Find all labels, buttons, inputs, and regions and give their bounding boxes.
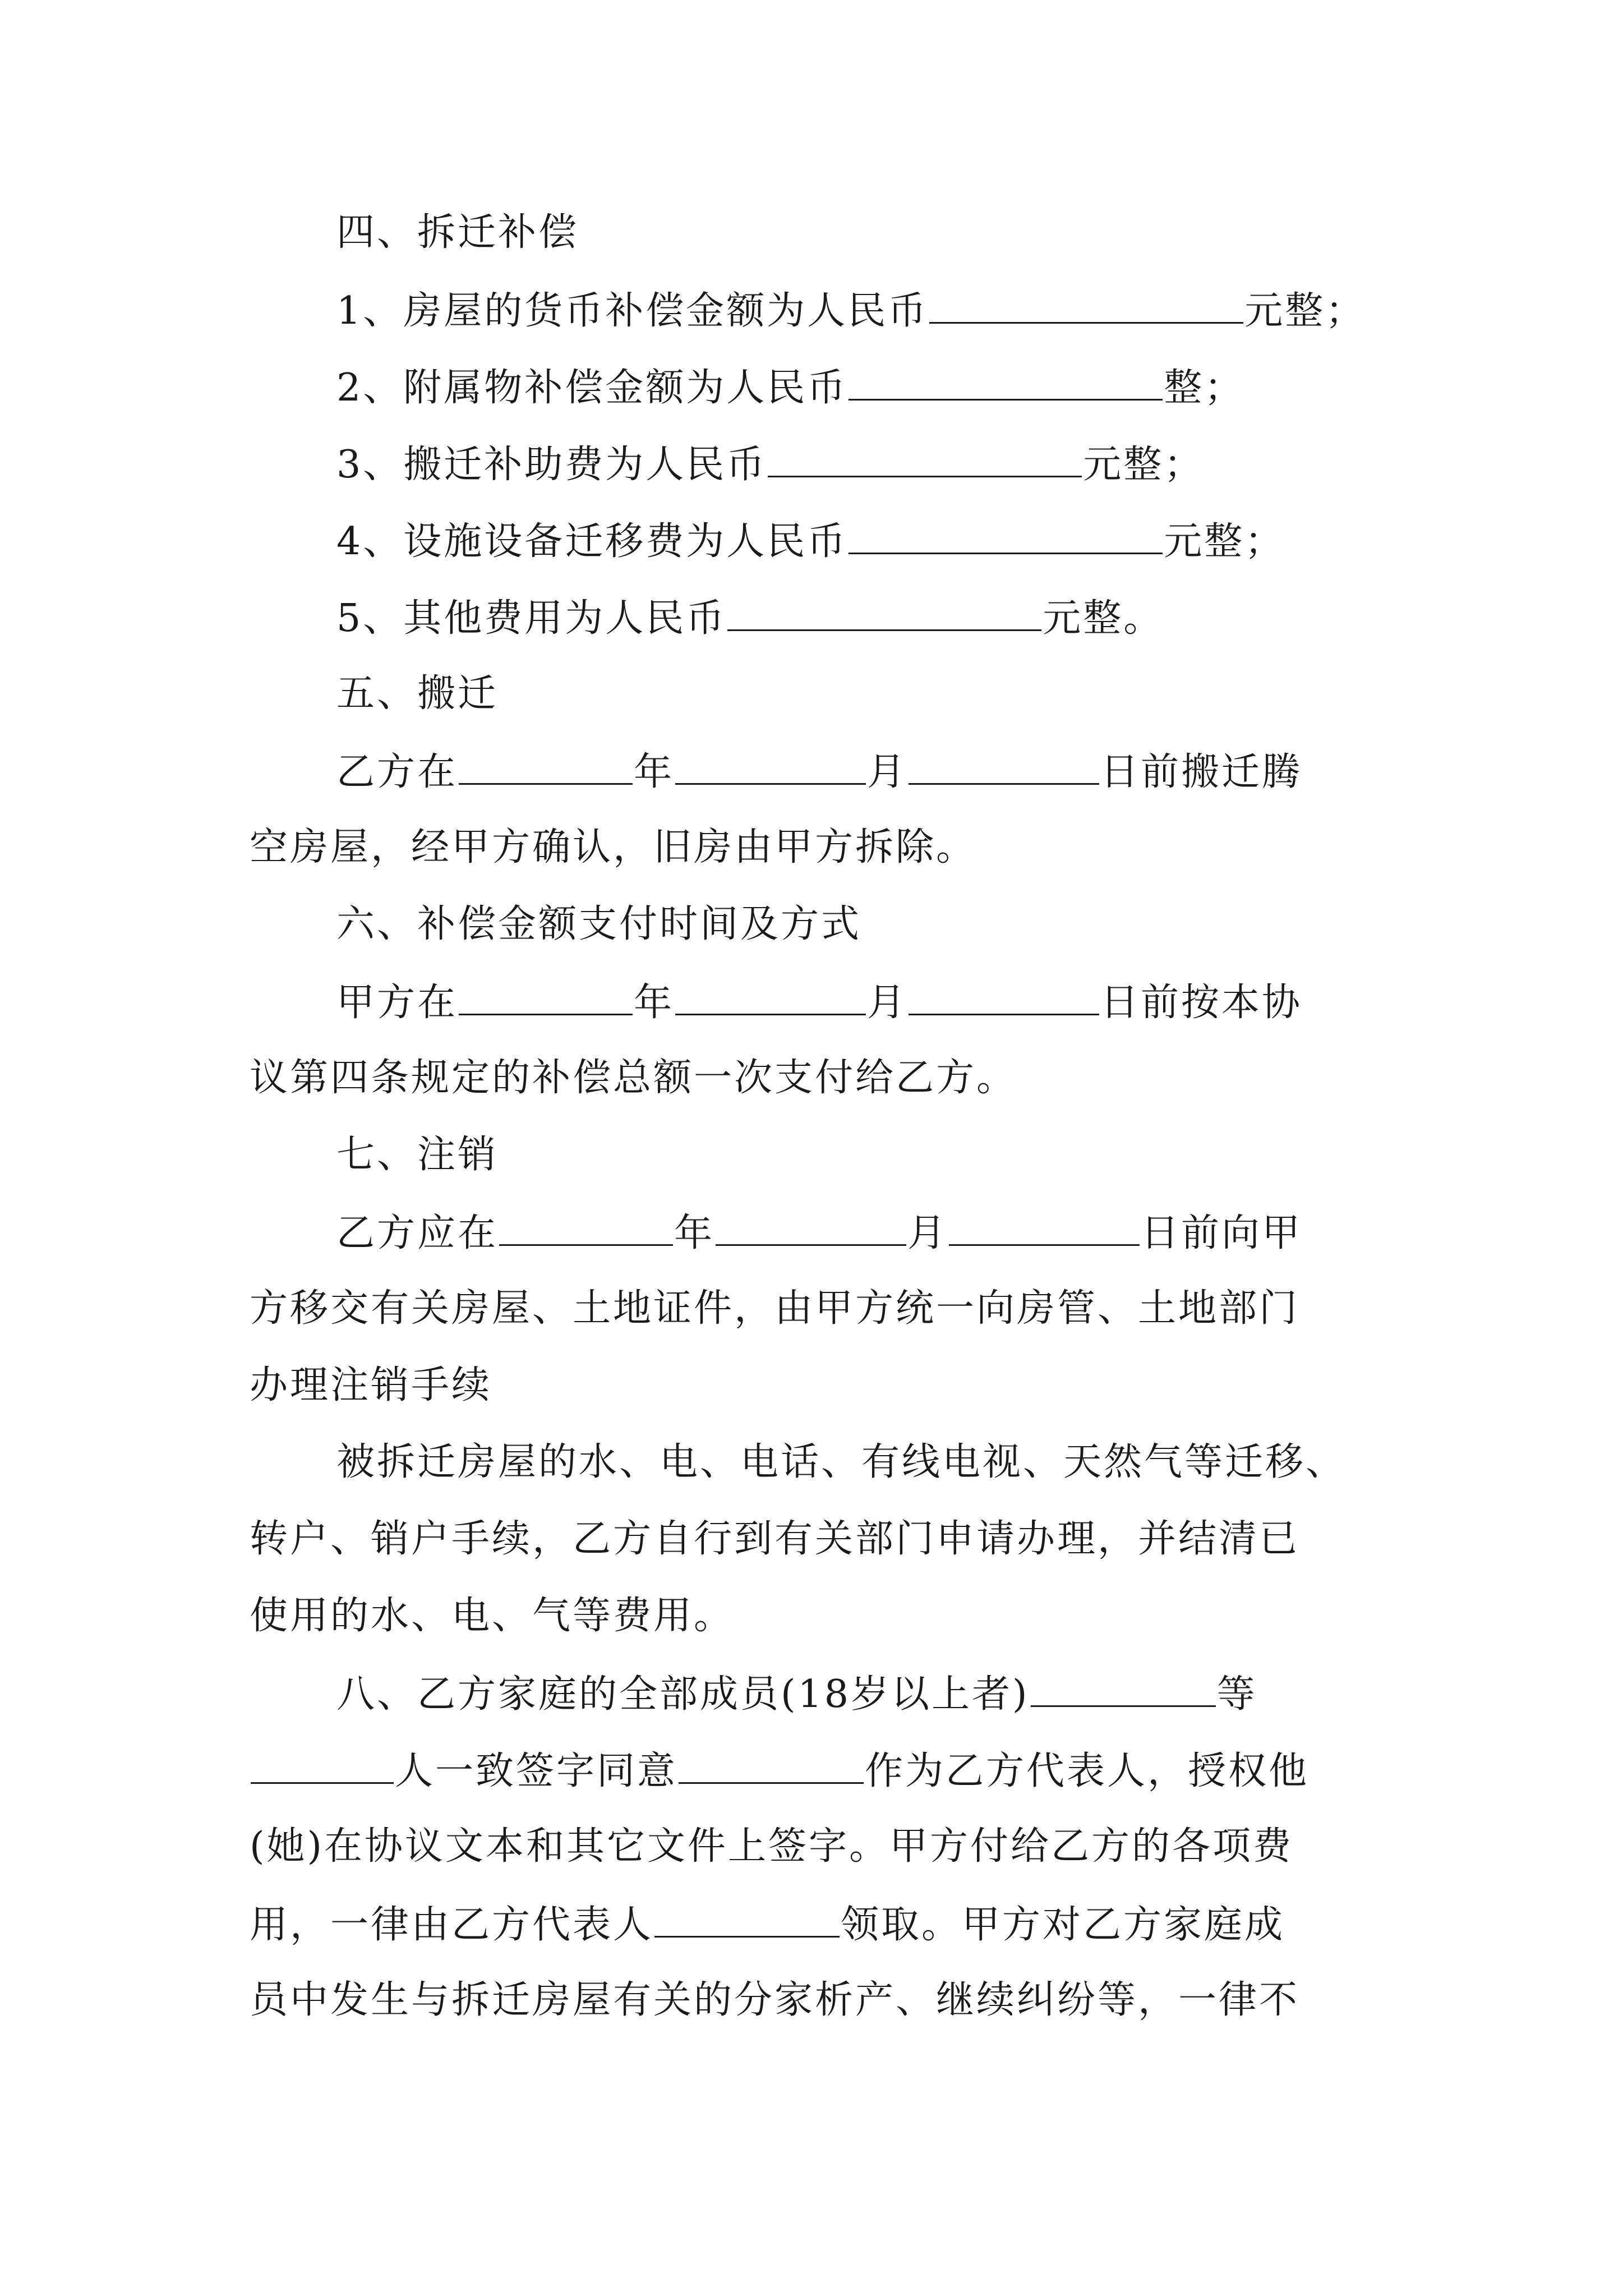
text-segment: 人一致签字同意	[395, 1749, 678, 1793]
item-1-suffix: 元整；	[1244, 289, 1366, 333]
section-6-line-1	[336, 979, 1302, 1025]
text-segment: 甲方在	[336, 981, 458, 1025]
year-label: 年	[634, 750, 675, 794]
year-blank	[499, 1209, 673, 1246]
section-4-heading	[336, 210, 579, 255]
section-8-line-3	[250, 1824, 1293, 1869]
item-4-suffix: 元整；	[1164, 519, 1285, 564]
text-segment: 等	[1216, 1672, 1257, 1717]
section-4-item-4	[336, 518, 1285, 564]
item-3-suffix: 元整；	[1083, 443, 1205, 487]
text-segment: 八、乙方家庭的全部成员(18岁以上者)	[336, 1672, 1030, 1717]
section-4-item-5	[336, 595, 1164, 641]
section-5-line-1	[336, 748, 1302, 795]
text-segment: 乙方应在	[336, 1211, 499, 1255]
section-8-line-5	[250, 1978, 1299, 2023]
section-5-line-2	[250, 825, 976, 870]
members-blank	[1031, 1671, 1216, 1707]
month-label: 月	[907, 1211, 948, 1255]
section-5-heading	[336, 671, 498, 716]
section-8-line-2	[250, 1747, 1309, 1794]
paragraph-text: 议第四条规定的补偿总额一次支付给乙方。	[250, 1056, 1017, 1100]
item-5-label: 5、其他费用为人民币	[336, 596, 727, 641]
section-4-item-2	[336, 364, 1244, 411]
item-1-label: 1、房屋的货币补偿金额为人民币	[336, 289, 929, 333]
section-6-line-2	[250, 1056, 1017, 1101]
text-segment: 日前搬迁腾	[1100, 750, 1303, 794]
item-4-label: 4、设施设备迁移费为人民币	[336, 519, 848, 564]
paragraph-text: 使用的水、电、气等费用。	[250, 1594, 735, 1638]
section-8-line-1	[336, 1671, 1257, 1717]
text-segment: 日前向甲	[1141, 1211, 1303, 1255]
paragraph-text: 员中发生与拆迁房屋有关的分家析产、继续纠纷等，一律不	[250, 1978, 1300, 2022]
amount-blank	[929, 287, 1243, 324]
count-blank	[251, 1747, 394, 1784]
section-7-para-2-line-2	[250, 1517, 1299, 1562]
year-label: 年	[634, 981, 675, 1025]
section-6-heading	[336, 902, 861, 947]
section-7-line-1	[336, 1209, 1302, 1256]
month-label: 月	[867, 750, 908, 794]
paragraph-text: 方移交有关房屋、土地证件，由甲方统一向房管、土地部门	[250, 1286, 1300, 1331]
text-segment: 日前按本协	[1100, 981, 1303, 1025]
representative-blank	[679, 1747, 864, 1784]
representative-blank	[654, 1901, 840, 1938]
heading-text: 五、搬迁	[336, 671, 499, 716]
paragraph-text: 转户、销户手续，乙方自行到有关部门申请办理，并结清已	[250, 1517, 1300, 1561]
section-7-heading	[336, 1133, 498, 1177]
paragraph-text: 办理注销手续	[250, 1363, 492, 1407]
day-blank	[909, 748, 1099, 785]
day-blank	[949, 1209, 1140, 1246]
month-blank	[675, 748, 866, 785]
amount-blank	[768, 441, 1082, 477]
month-label: 月	[867, 981, 908, 1025]
section-7-line-3	[250, 1363, 492, 1408]
heading-text: 六、补偿金额支付时间及方式	[336, 902, 862, 946]
amount-blank	[849, 518, 1163, 554]
section-4-item-1	[336, 287, 1366, 334]
section-4-item-3	[336, 441, 1204, 487]
item-5-suffix: 元整。	[1043, 596, 1164, 641]
item-3-label: 3、搬迁补助费为人民币	[336, 443, 767, 487]
section-7-para-2-line-1	[336, 1440, 1346, 1485]
year-blank	[459, 979, 633, 1015]
paragraph-text: (她)在协议文本和其它文件上签字。甲方付给乙方的各项费	[250, 1824, 1294, 1869]
text-segment: 用，一律由乙方代表人	[250, 1903, 654, 1947]
text-segment: 作为乙方代表人，授权他	[865, 1749, 1310, 1793]
paragraph-text: 空房屋，经甲方确认，旧房由甲方拆除。	[250, 825, 977, 869]
section-7-para-2-line-3	[250, 1594, 734, 1639]
amount-blank	[727, 595, 1041, 631]
heading-text: 四、拆迁补偿	[336, 210, 579, 255]
year-label: 年	[674, 1211, 715, 1255]
section-8-line-4	[250, 1901, 1285, 1948]
paragraph-text: 被拆迁房屋的水、电、电话、有线电视、天然气等迁移、	[336, 1440, 1347, 1484]
section-7-line-2	[250, 1286, 1299, 1331]
item-2-suffix: 整；	[1164, 366, 1245, 410]
month-blank	[675, 979, 866, 1015]
day-blank	[909, 979, 1099, 1015]
heading-text: 七、注销	[336, 1133, 499, 1177]
amount-blank	[849, 364, 1163, 401]
month-blank	[716, 1209, 906, 1246]
year-blank	[459, 748, 633, 785]
text-segment: 领取。甲方对乙方家庭成	[841, 1903, 1285, 1947]
item-2-label: 2、附属物补偿金额为人民币	[336, 366, 848, 410]
text-segment: 乙方在	[336, 750, 458, 794]
